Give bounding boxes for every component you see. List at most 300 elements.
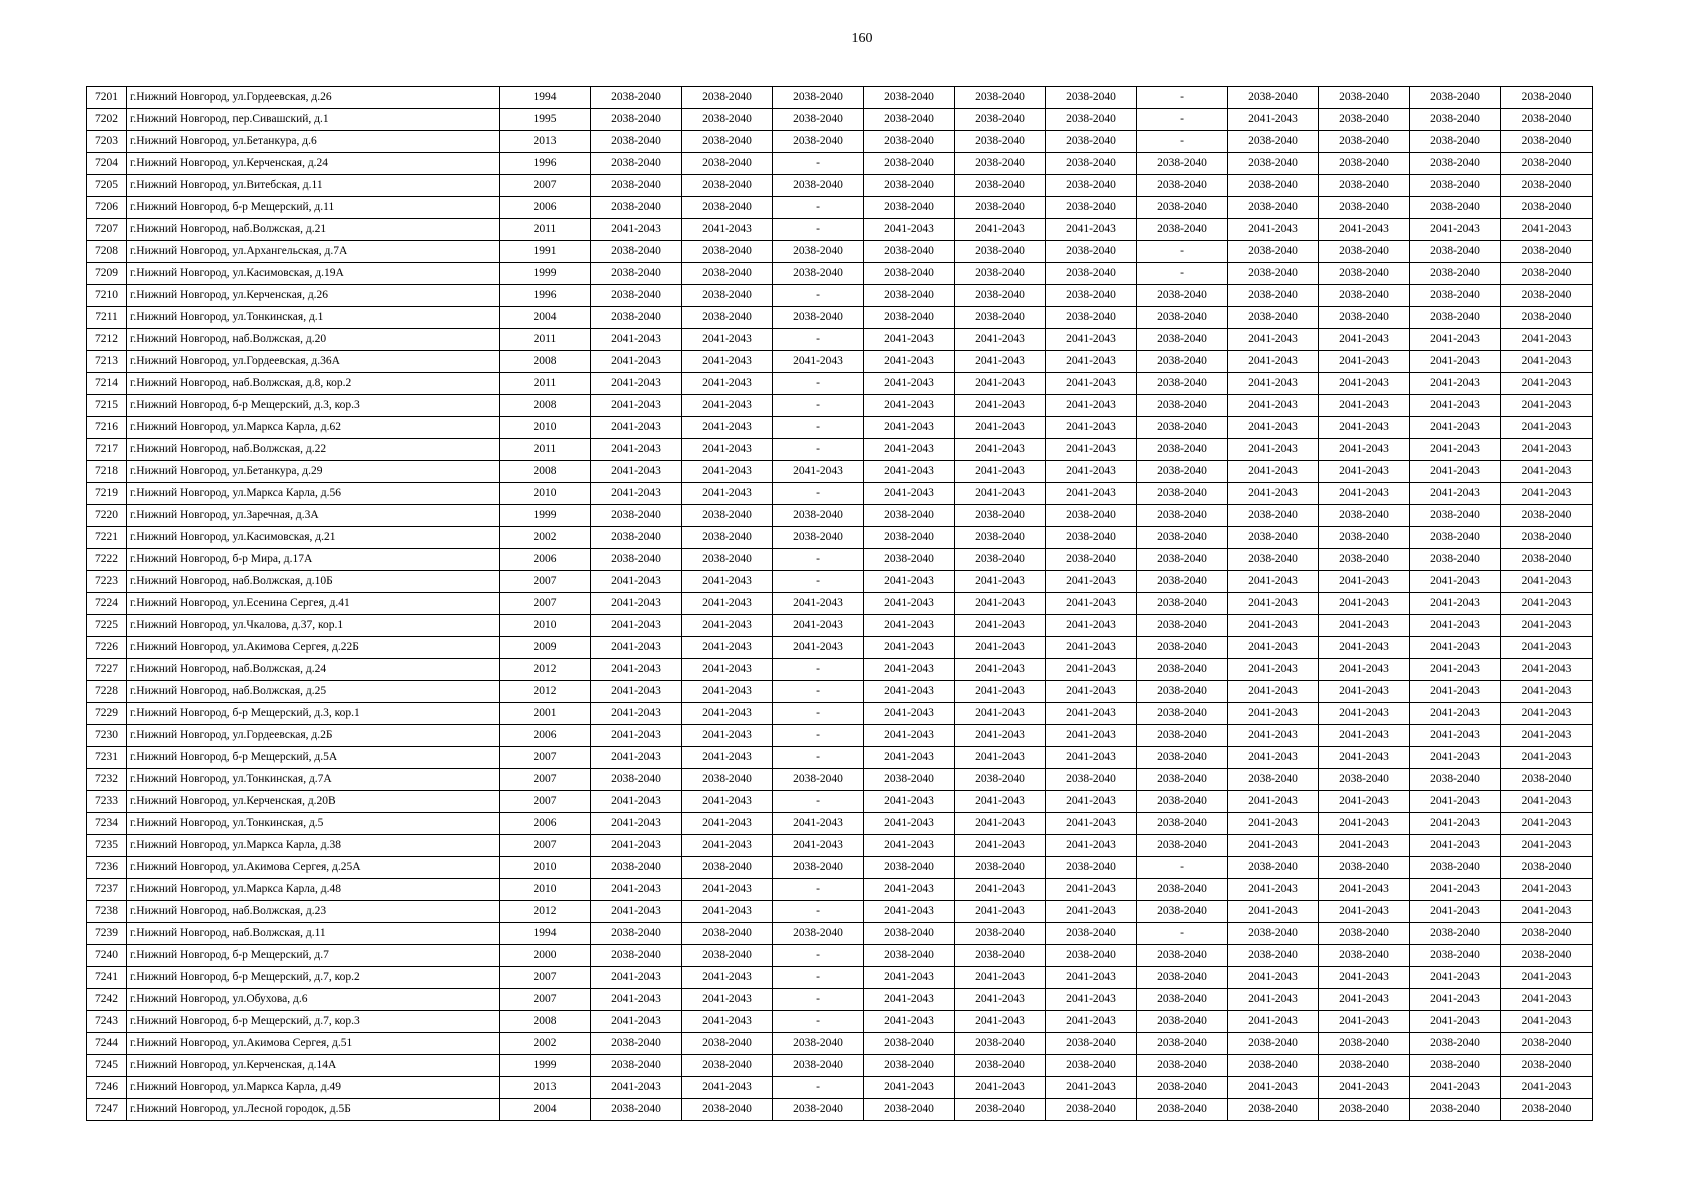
table-row bbox=[87, 1055, 1593, 1077]
cell-col-1: 2041-2043 bbox=[591, 571, 682, 593]
cell-col-5: 2038-2040 bbox=[955, 923, 1046, 945]
cell-col-9: 2041-2043 bbox=[1319, 659, 1410, 681]
cell-col-9: 2041-2043 bbox=[1319, 681, 1410, 703]
cell-col-4: 2038-2040 bbox=[864, 241, 955, 263]
cell-col-3: - bbox=[773, 1077, 864, 1099]
cell-col-9: 2038-2040 bbox=[1319, 175, 1410, 197]
cell-col-8: 2041-2043 bbox=[1228, 989, 1319, 1011]
cell-col-5: 2041-2043 bbox=[955, 571, 1046, 593]
cell-col-4: 2041-2043 bbox=[864, 483, 955, 505]
cell-row-number: 7246 bbox=[87, 1077, 127, 1099]
cell-col-2: 2038-2040 bbox=[682, 1033, 773, 1055]
cell-row-number: 7240 bbox=[87, 945, 127, 967]
cell-col-4: 2041-2043 bbox=[864, 747, 955, 769]
cell-year-built: 1999 bbox=[500, 1055, 591, 1077]
cell-col-5: 2038-2040 bbox=[955, 263, 1046, 285]
cell-col-9: 2041-2043 bbox=[1319, 373, 1410, 395]
cell-col-3: - bbox=[773, 329, 864, 351]
cell-address: г.Нижний Новгород, ул.Гордеевская, д.26 bbox=[127, 87, 500, 109]
cell-row-number: 7213 bbox=[87, 351, 127, 373]
cell-address: г.Нижний Новгород, б-р Мещерский, д.7, кор.3 bbox=[127, 1011, 500, 1033]
cell-col-5: 2038-2040 bbox=[955, 1033, 1046, 1055]
cell-col-10: 2041-2043 bbox=[1410, 901, 1501, 923]
cell-address: г.Нижний Новгород, ул.Бетанкура, д.29 bbox=[127, 461, 500, 483]
cell-col-1: 2038-2040 bbox=[591, 769, 682, 791]
cell-row-number: 7233 bbox=[87, 791, 127, 813]
cell-col-1: 2041-2043 bbox=[591, 725, 682, 747]
cell-col-2: 2041-2043 bbox=[682, 967, 773, 989]
cell-col-10: 2041-2043 bbox=[1410, 615, 1501, 637]
cell-col-6: 2041-2043 bbox=[1046, 329, 1137, 351]
cell-col-11: 2041-2043 bbox=[1501, 395, 1593, 417]
cell-address: г.Нижний Новгород, б-р Мещерский, д.3, кор.3 bbox=[127, 395, 500, 417]
cell-col-11: 2038-2040 bbox=[1501, 857, 1593, 879]
cell-row-number: 7220 bbox=[87, 505, 127, 527]
cell-row-number: 7221 bbox=[87, 527, 127, 549]
cell-col-2: 2041-2043 bbox=[682, 813, 773, 835]
cell-col-10: 2041-2043 bbox=[1410, 461, 1501, 483]
cell-col-8: 2041-2043 bbox=[1228, 109, 1319, 131]
cell-col-2: 2041-2043 bbox=[682, 615, 773, 637]
cell-col-5: 2041-2043 bbox=[955, 791, 1046, 813]
cell-col-10: 2038-2040 bbox=[1410, 263, 1501, 285]
cell-col-8: 2038-2040 bbox=[1228, 175, 1319, 197]
table-row bbox=[87, 285, 1593, 307]
cell-col-10: 2041-2043 bbox=[1410, 1077, 1501, 1099]
cell-col-5: 2041-2043 bbox=[955, 593, 1046, 615]
cell-col-4: 2038-2040 bbox=[864, 153, 955, 175]
cell-year-built: 2007 bbox=[500, 593, 591, 615]
cell-address: г.Нижний Новгород, б-р Мещерский, д.7, кор.2 bbox=[127, 967, 500, 989]
cell-col-10: 2041-2043 bbox=[1410, 417, 1501, 439]
cell-col-2: 2038-2040 bbox=[682, 87, 773, 109]
cell-col-9: 2041-2043 bbox=[1319, 615, 1410, 637]
cell-year-built: 2006 bbox=[500, 197, 591, 219]
cell-address: г.Нижний Новгород, ул.Гордеевская, д.36А bbox=[127, 351, 500, 373]
cell-col-6: 2041-2043 bbox=[1046, 791, 1137, 813]
cell-col-7: 2038-2040 bbox=[1137, 417, 1228, 439]
cell-col-5: 2041-2043 bbox=[955, 659, 1046, 681]
table-row bbox=[87, 571, 1593, 593]
cell-col-6: 2038-2040 bbox=[1046, 1033, 1137, 1055]
cell-year-built: 2010 bbox=[500, 879, 591, 901]
cell-col-1: 2041-2043 bbox=[591, 593, 682, 615]
cell-address: г.Нижний Новгород, ул.Керченская, д.24 bbox=[127, 153, 500, 175]
cell-year-built: 2007 bbox=[500, 989, 591, 1011]
cell-col-3: - bbox=[773, 571, 864, 593]
cell-row-number: 7219 bbox=[87, 483, 127, 505]
cell-col-8: 2038-2040 bbox=[1228, 131, 1319, 153]
cell-col-10: 2041-2043 bbox=[1410, 373, 1501, 395]
cell-col-5: 2041-2043 bbox=[955, 329, 1046, 351]
cell-row-number: 7225 bbox=[87, 615, 127, 637]
cell-col-6: 2041-2043 bbox=[1046, 835, 1137, 857]
cell-col-1: 2041-2043 bbox=[591, 1077, 682, 1099]
cell-year-built: 1995 bbox=[500, 109, 591, 131]
cell-col-6: 2041-2043 bbox=[1046, 1011, 1137, 1033]
cell-col-4: 2041-2043 bbox=[864, 681, 955, 703]
cell-col-5: 2038-2040 bbox=[955, 241, 1046, 263]
cell-row-number: 7232 bbox=[87, 769, 127, 791]
cell-col-6: 2038-2040 bbox=[1046, 923, 1137, 945]
cell-col-10: 2038-2040 bbox=[1410, 131, 1501, 153]
cell-year-built: 2002 bbox=[500, 1033, 591, 1055]
cell-col-2: 2041-2043 bbox=[682, 901, 773, 923]
cell-col-11: 2041-2043 bbox=[1501, 615, 1593, 637]
table-body bbox=[87, 87, 1593, 1121]
cell-col-4: 2041-2043 bbox=[864, 439, 955, 461]
cell-col-1: 2041-2043 bbox=[591, 747, 682, 769]
cell-col-2: 2038-2040 bbox=[682, 505, 773, 527]
cell-col-2: 2041-2043 bbox=[682, 373, 773, 395]
cell-col-5: 2041-2043 bbox=[955, 967, 1046, 989]
cell-year-built: 2000 bbox=[500, 945, 591, 967]
cell-col-9: 2038-2040 bbox=[1319, 197, 1410, 219]
cell-col-8: 2038-2040 bbox=[1228, 241, 1319, 263]
cell-col-11: 2038-2040 bbox=[1501, 109, 1593, 131]
cell-col-4: 2041-2043 bbox=[864, 725, 955, 747]
cell-col-3: - bbox=[773, 703, 864, 725]
cell-year-built: 2010 bbox=[500, 615, 591, 637]
cell-col-2: 2038-2040 bbox=[682, 175, 773, 197]
cell-col-7: - bbox=[1137, 263, 1228, 285]
cell-row-number: 7239 bbox=[87, 923, 127, 945]
cell-col-10: 2038-2040 bbox=[1410, 1099, 1501, 1121]
cell-col-11: 2038-2040 bbox=[1501, 1055, 1593, 1077]
cell-col-11: 2038-2040 bbox=[1501, 1099, 1593, 1121]
cell-col-10: 2038-2040 bbox=[1410, 857, 1501, 879]
cell-year-built: 2009 bbox=[500, 637, 591, 659]
cell-col-7: 2038-2040 bbox=[1137, 703, 1228, 725]
cell-address: г.Нижний Новгород, ул.Маркса Карла, д.56 bbox=[127, 483, 500, 505]
table-row bbox=[87, 461, 1593, 483]
cell-address: г.Нижний Новгород, б-р Мира, д.17А bbox=[127, 549, 500, 571]
cell-col-11: 2041-2043 bbox=[1501, 571, 1593, 593]
cell-row-number: 7217 bbox=[87, 439, 127, 461]
cell-col-9: 2041-2043 bbox=[1319, 483, 1410, 505]
table-row bbox=[87, 593, 1593, 615]
cell-col-8: 2038-2040 bbox=[1228, 263, 1319, 285]
cell-col-8: 2041-2043 bbox=[1228, 681, 1319, 703]
cell-col-5: 2041-2043 bbox=[955, 219, 1046, 241]
cell-col-5: 2041-2043 bbox=[955, 351, 1046, 373]
cell-col-8: 2038-2040 bbox=[1228, 87, 1319, 109]
cell-col-10: 2038-2040 bbox=[1410, 285, 1501, 307]
cell-col-6: 2041-2043 bbox=[1046, 219, 1137, 241]
cell-year-built: 1999 bbox=[500, 263, 591, 285]
cell-col-9: 2041-2043 bbox=[1319, 329, 1410, 351]
cell-col-3: 2041-2043 bbox=[773, 461, 864, 483]
cell-col-5: 2041-2043 bbox=[955, 813, 1046, 835]
table-row bbox=[87, 351, 1593, 373]
cell-col-5: 2038-2040 bbox=[955, 945, 1046, 967]
cell-row-number: 7203 bbox=[87, 131, 127, 153]
cell-col-7: 2038-2040 bbox=[1137, 1055, 1228, 1077]
cell-address: г.Нижний Новгород, ул.Маркса Карла, д.38 bbox=[127, 835, 500, 857]
cell-col-9: 2038-2040 bbox=[1319, 857, 1410, 879]
cell-row-number: 7222 bbox=[87, 549, 127, 571]
cell-col-2: 2038-2040 bbox=[682, 153, 773, 175]
cell-col-9: 2041-2043 bbox=[1319, 351, 1410, 373]
cell-year-built: 2013 bbox=[500, 131, 591, 153]
cell-col-5: 2041-2043 bbox=[955, 835, 1046, 857]
cell-col-1: 2038-2040 bbox=[591, 945, 682, 967]
table-row bbox=[87, 131, 1593, 153]
cell-address: г.Нижний Новгород, наб.Волжская, д.11 bbox=[127, 923, 500, 945]
table-row bbox=[87, 439, 1593, 461]
cell-col-11: 2041-2043 bbox=[1501, 725, 1593, 747]
cell-year-built: 2010 bbox=[500, 857, 591, 879]
cell-year-built: 2008 bbox=[500, 351, 591, 373]
cell-year-built: 1996 bbox=[500, 153, 591, 175]
cell-col-4: 2038-2040 bbox=[864, 945, 955, 967]
cell-col-5: 2038-2040 bbox=[955, 1055, 1046, 1077]
cell-col-10: 2038-2040 bbox=[1410, 945, 1501, 967]
cell-col-7: - bbox=[1137, 109, 1228, 131]
cell-row-number: 7228 bbox=[87, 681, 127, 703]
cell-col-8: 2041-2043 bbox=[1228, 395, 1319, 417]
cell-col-9: 2041-2043 bbox=[1319, 879, 1410, 901]
cell-address: г.Нижний Новгород, ул.Тонкинская, д.7А bbox=[127, 769, 500, 791]
cell-col-9: 2038-2040 bbox=[1319, 241, 1410, 263]
cell-col-1: 2041-2043 bbox=[591, 351, 682, 373]
cell-col-11: 2041-2043 bbox=[1501, 813, 1593, 835]
cell-address: г.Нижний Новгород, ул.Маркса Карла, д.49 bbox=[127, 1077, 500, 1099]
cell-col-8: 2038-2040 bbox=[1228, 1055, 1319, 1077]
cell-col-10: 2041-2043 bbox=[1410, 637, 1501, 659]
cell-col-6: 2041-2043 bbox=[1046, 659, 1137, 681]
cell-col-4: 2038-2040 bbox=[864, 857, 955, 879]
cell-row-number: 7214 bbox=[87, 373, 127, 395]
cell-col-11: 2038-2040 bbox=[1501, 197, 1593, 219]
cell-col-2: 2038-2040 bbox=[682, 197, 773, 219]
cell-col-6: 2041-2043 bbox=[1046, 747, 1137, 769]
cell-col-5: 2038-2040 bbox=[955, 197, 1046, 219]
cell-col-11: 2041-2043 bbox=[1501, 351, 1593, 373]
table-row bbox=[87, 417, 1593, 439]
cell-col-3: - bbox=[773, 659, 864, 681]
cell-col-8: 2041-2043 bbox=[1228, 879, 1319, 901]
cell-col-4: 2038-2040 bbox=[864, 1099, 955, 1121]
table-row bbox=[87, 263, 1593, 285]
cell-col-5: 2038-2040 bbox=[955, 1099, 1046, 1121]
cell-col-10: 2041-2043 bbox=[1410, 1011, 1501, 1033]
cell-col-11: 2041-2043 bbox=[1501, 659, 1593, 681]
cell-address: г.Нижний Новгород, наб.Волжская, д.25 bbox=[127, 681, 500, 703]
cell-col-11: 2041-2043 bbox=[1501, 637, 1593, 659]
cell-col-3: - bbox=[773, 153, 864, 175]
cell-address: г.Нижний Новгород, ул.Тонкинская, д.1 bbox=[127, 307, 500, 329]
cell-col-3: 2038-2040 bbox=[773, 175, 864, 197]
cell-year-built: 2004 bbox=[500, 307, 591, 329]
cell-col-7: 2038-2040 bbox=[1137, 483, 1228, 505]
cell-col-2: 2041-2043 bbox=[682, 219, 773, 241]
cell-col-10: 2041-2043 bbox=[1410, 813, 1501, 835]
cell-col-4: 2038-2040 bbox=[864, 549, 955, 571]
cell-col-1: 2038-2040 bbox=[591, 923, 682, 945]
cell-row-number: 7241 bbox=[87, 967, 127, 989]
cell-address: г.Нижний Новгород, ул.Акимова Сергея, д.22Б bbox=[127, 637, 500, 659]
cell-col-7: 2038-2040 bbox=[1137, 395, 1228, 417]
cell-col-6: 2038-2040 bbox=[1046, 153, 1137, 175]
cell-col-10: 2038-2040 bbox=[1410, 923, 1501, 945]
cell-col-5: 2041-2043 bbox=[955, 395, 1046, 417]
cell-year-built: 1999 bbox=[500, 505, 591, 527]
cell-col-8: 2041-2043 bbox=[1228, 329, 1319, 351]
cell-address: г.Нижний Новгород, ул.Акимова Сергея, д.51 bbox=[127, 1033, 500, 1055]
cell-address: г.Нижний Новгород, наб.Волжская, д.20 bbox=[127, 329, 500, 351]
cell-col-9: 2041-2043 bbox=[1319, 725, 1410, 747]
cell-year-built: 2012 bbox=[500, 901, 591, 923]
cell-col-6: 2041-2043 bbox=[1046, 1077, 1137, 1099]
cell-col-2: 2041-2043 bbox=[682, 1011, 773, 1033]
cell-col-1: 2038-2040 bbox=[591, 527, 682, 549]
table-row bbox=[87, 1099, 1593, 1121]
cell-col-1: 2041-2043 bbox=[591, 329, 682, 351]
table-row bbox=[87, 923, 1593, 945]
cell-col-10: 2041-2043 bbox=[1410, 571, 1501, 593]
table-row bbox=[87, 791, 1593, 813]
cell-year-built: 1994 bbox=[500, 923, 591, 945]
cell-year-built: 2008 bbox=[500, 395, 591, 417]
cell-col-1: 2041-2043 bbox=[591, 615, 682, 637]
cell-col-1: 2038-2040 bbox=[591, 263, 682, 285]
cell-col-2: 2041-2043 bbox=[682, 791, 773, 813]
cell-col-8: 2041-2043 bbox=[1228, 615, 1319, 637]
cell-row-number: 7211 bbox=[87, 307, 127, 329]
table-row bbox=[87, 87, 1593, 109]
cell-col-9: 2038-2040 bbox=[1319, 945, 1410, 967]
cell-col-9: 2041-2043 bbox=[1319, 395, 1410, 417]
cell-col-7: 2038-2040 bbox=[1137, 1033, 1228, 1055]
cell-col-8: 2041-2043 bbox=[1228, 813, 1319, 835]
cell-col-4: 2041-2043 bbox=[864, 329, 955, 351]
cell-col-10: 2038-2040 bbox=[1410, 109, 1501, 131]
cell-col-10: 2041-2043 bbox=[1410, 967, 1501, 989]
cell-col-2: 2038-2040 bbox=[682, 109, 773, 131]
cell-col-4: 2041-2043 bbox=[864, 813, 955, 835]
cell-col-7: 2038-2040 bbox=[1137, 901, 1228, 923]
cell-address: г.Нижний Новгород, ул.Обухова, д.6 bbox=[127, 989, 500, 1011]
cell-col-7: 2038-2040 bbox=[1137, 989, 1228, 1011]
cell-row-number: 7234 bbox=[87, 813, 127, 835]
cell-col-7: 2038-2040 bbox=[1137, 945, 1228, 967]
cell-col-4: 2041-2043 bbox=[864, 593, 955, 615]
cell-col-5: 2041-2043 bbox=[955, 681, 1046, 703]
cell-col-6: 2038-2040 bbox=[1046, 1055, 1137, 1077]
cell-col-8: 2041-2043 bbox=[1228, 351, 1319, 373]
cell-col-11: 2041-2043 bbox=[1501, 681, 1593, 703]
cell-col-7: 2038-2040 bbox=[1137, 329, 1228, 351]
cell-col-1: 2038-2040 bbox=[591, 1055, 682, 1077]
cell-row-number: 7210 bbox=[87, 285, 127, 307]
cell-col-5: 2041-2043 bbox=[955, 901, 1046, 923]
cell-col-3: 2041-2043 bbox=[773, 835, 864, 857]
cell-address: г.Нижний Новгород, ул.Чкалова, д.37, кор.1 bbox=[127, 615, 500, 637]
cell-col-3: - bbox=[773, 725, 864, 747]
cell-col-2: 2038-2040 bbox=[682, 857, 773, 879]
cell-row-number: 7208 bbox=[87, 241, 127, 263]
cell-col-5: 2041-2043 bbox=[955, 747, 1046, 769]
cell-year-built: 2011 bbox=[500, 219, 591, 241]
cell-col-6: 2038-2040 bbox=[1046, 307, 1137, 329]
cell-col-8: 2038-2040 bbox=[1228, 1033, 1319, 1055]
cell-col-4: 2041-2043 bbox=[864, 637, 955, 659]
cell-col-2: 2038-2040 bbox=[682, 923, 773, 945]
cell-col-4: 2038-2040 bbox=[864, 109, 955, 131]
cell-col-1: 2041-2043 bbox=[591, 483, 682, 505]
cell-address: г.Нижний Новгород, пер.Сивашский, д.1 bbox=[127, 109, 500, 131]
table-row bbox=[87, 857, 1593, 879]
table-row bbox=[87, 813, 1593, 835]
cell-col-10: 2041-2043 bbox=[1410, 593, 1501, 615]
cell-col-1: 2038-2040 bbox=[591, 285, 682, 307]
cell-col-10: 2041-2043 bbox=[1410, 439, 1501, 461]
cell-col-7: 2038-2040 bbox=[1137, 439, 1228, 461]
cell-col-4: 2041-2043 bbox=[864, 835, 955, 857]
cell-col-2: 2038-2040 bbox=[682, 263, 773, 285]
cell-col-8: 2038-2040 bbox=[1228, 1099, 1319, 1121]
cell-col-5: 2041-2043 bbox=[955, 703, 1046, 725]
cell-col-1: 2038-2040 bbox=[591, 307, 682, 329]
table-row bbox=[87, 241, 1593, 263]
cell-year-built: 2010 bbox=[500, 483, 591, 505]
cell-col-9: 2041-2043 bbox=[1319, 989, 1410, 1011]
cell-col-7: 2038-2040 bbox=[1137, 373, 1228, 395]
cell-col-4: 2041-2043 bbox=[864, 373, 955, 395]
cell-year-built: 1991 bbox=[500, 241, 591, 263]
cell-col-4: 2041-2043 bbox=[864, 989, 955, 1011]
cell-col-8: 2038-2040 bbox=[1228, 857, 1319, 879]
table-row bbox=[87, 109, 1593, 131]
cell-col-7: 2038-2040 bbox=[1137, 175, 1228, 197]
cell-col-9: 2041-2043 bbox=[1319, 813, 1410, 835]
cell-col-11: 2038-2040 bbox=[1501, 549, 1593, 571]
cell-col-4: 2041-2043 bbox=[864, 901, 955, 923]
cell-year-built: 2011 bbox=[500, 329, 591, 351]
table-row bbox=[87, 703, 1593, 725]
cell-col-3: 2038-2040 bbox=[773, 923, 864, 945]
cell-row-number: 7215 bbox=[87, 395, 127, 417]
cell-year-built: 2008 bbox=[500, 1011, 591, 1033]
cell-col-2: 2041-2043 bbox=[682, 681, 773, 703]
cell-col-9: 2038-2040 bbox=[1319, 549, 1410, 571]
table-row bbox=[87, 879, 1593, 901]
cell-col-1: 2038-2040 bbox=[591, 109, 682, 131]
cell-col-5: 2038-2040 bbox=[955, 769, 1046, 791]
table-row bbox=[87, 197, 1593, 219]
cell-col-10: 2038-2040 bbox=[1410, 175, 1501, 197]
cell-col-7: 2038-2040 bbox=[1137, 659, 1228, 681]
cell-col-2: 2041-2043 bbox=[682, 439, 773, 461]
cell-col-9: 2038-2040 bbox=[1319, 285, 1410, 307]
cell-col-1: 2038-2040 bbox=[591, 87, 682, 109]
cell-col-10: 2038-2040 bbox=[1410, 1055, 1501, 1077]
cell-col-1: 2041-2043 bbox=[591, 659, 682, 681]
cell-col-3: 2038-2040 bbox=[773, 109, 864, 131]
cell-col-8: 2041-2043 bbox=[1228, 571, 1319, 593]
cell-col-10: 2038-2040 bbox=[1410, 307, 1501, 329]
cell-col-6: 2041-2043 bbox=[1046, 483, 1137, 505]
cell-col-9: 2038-2040 bbox=[1319, 109, 1410, 131]
cell-col-4: 2041-2043 bbox=[864, 417, 955, 439]
cell-col-5: 2038-2040 bbox=[955, 505, 1046, 527]
cell-col-5: 2038-2040 bbox=[955, 109, 1046, 131]
cell-col-1: 2038-2040 bbox=[591, 857, 682, 879]
cell-col-2: 2038-2040 bbox=[682, 1099, 773, 1121]
cell-col-8: 2038-2040 bbox=[1228, 527, 1319, 549]
cell-address: г.Нижний Новгород, ул.Маркса Карла, д.48 bbox=[127, 879, 500, 901]
